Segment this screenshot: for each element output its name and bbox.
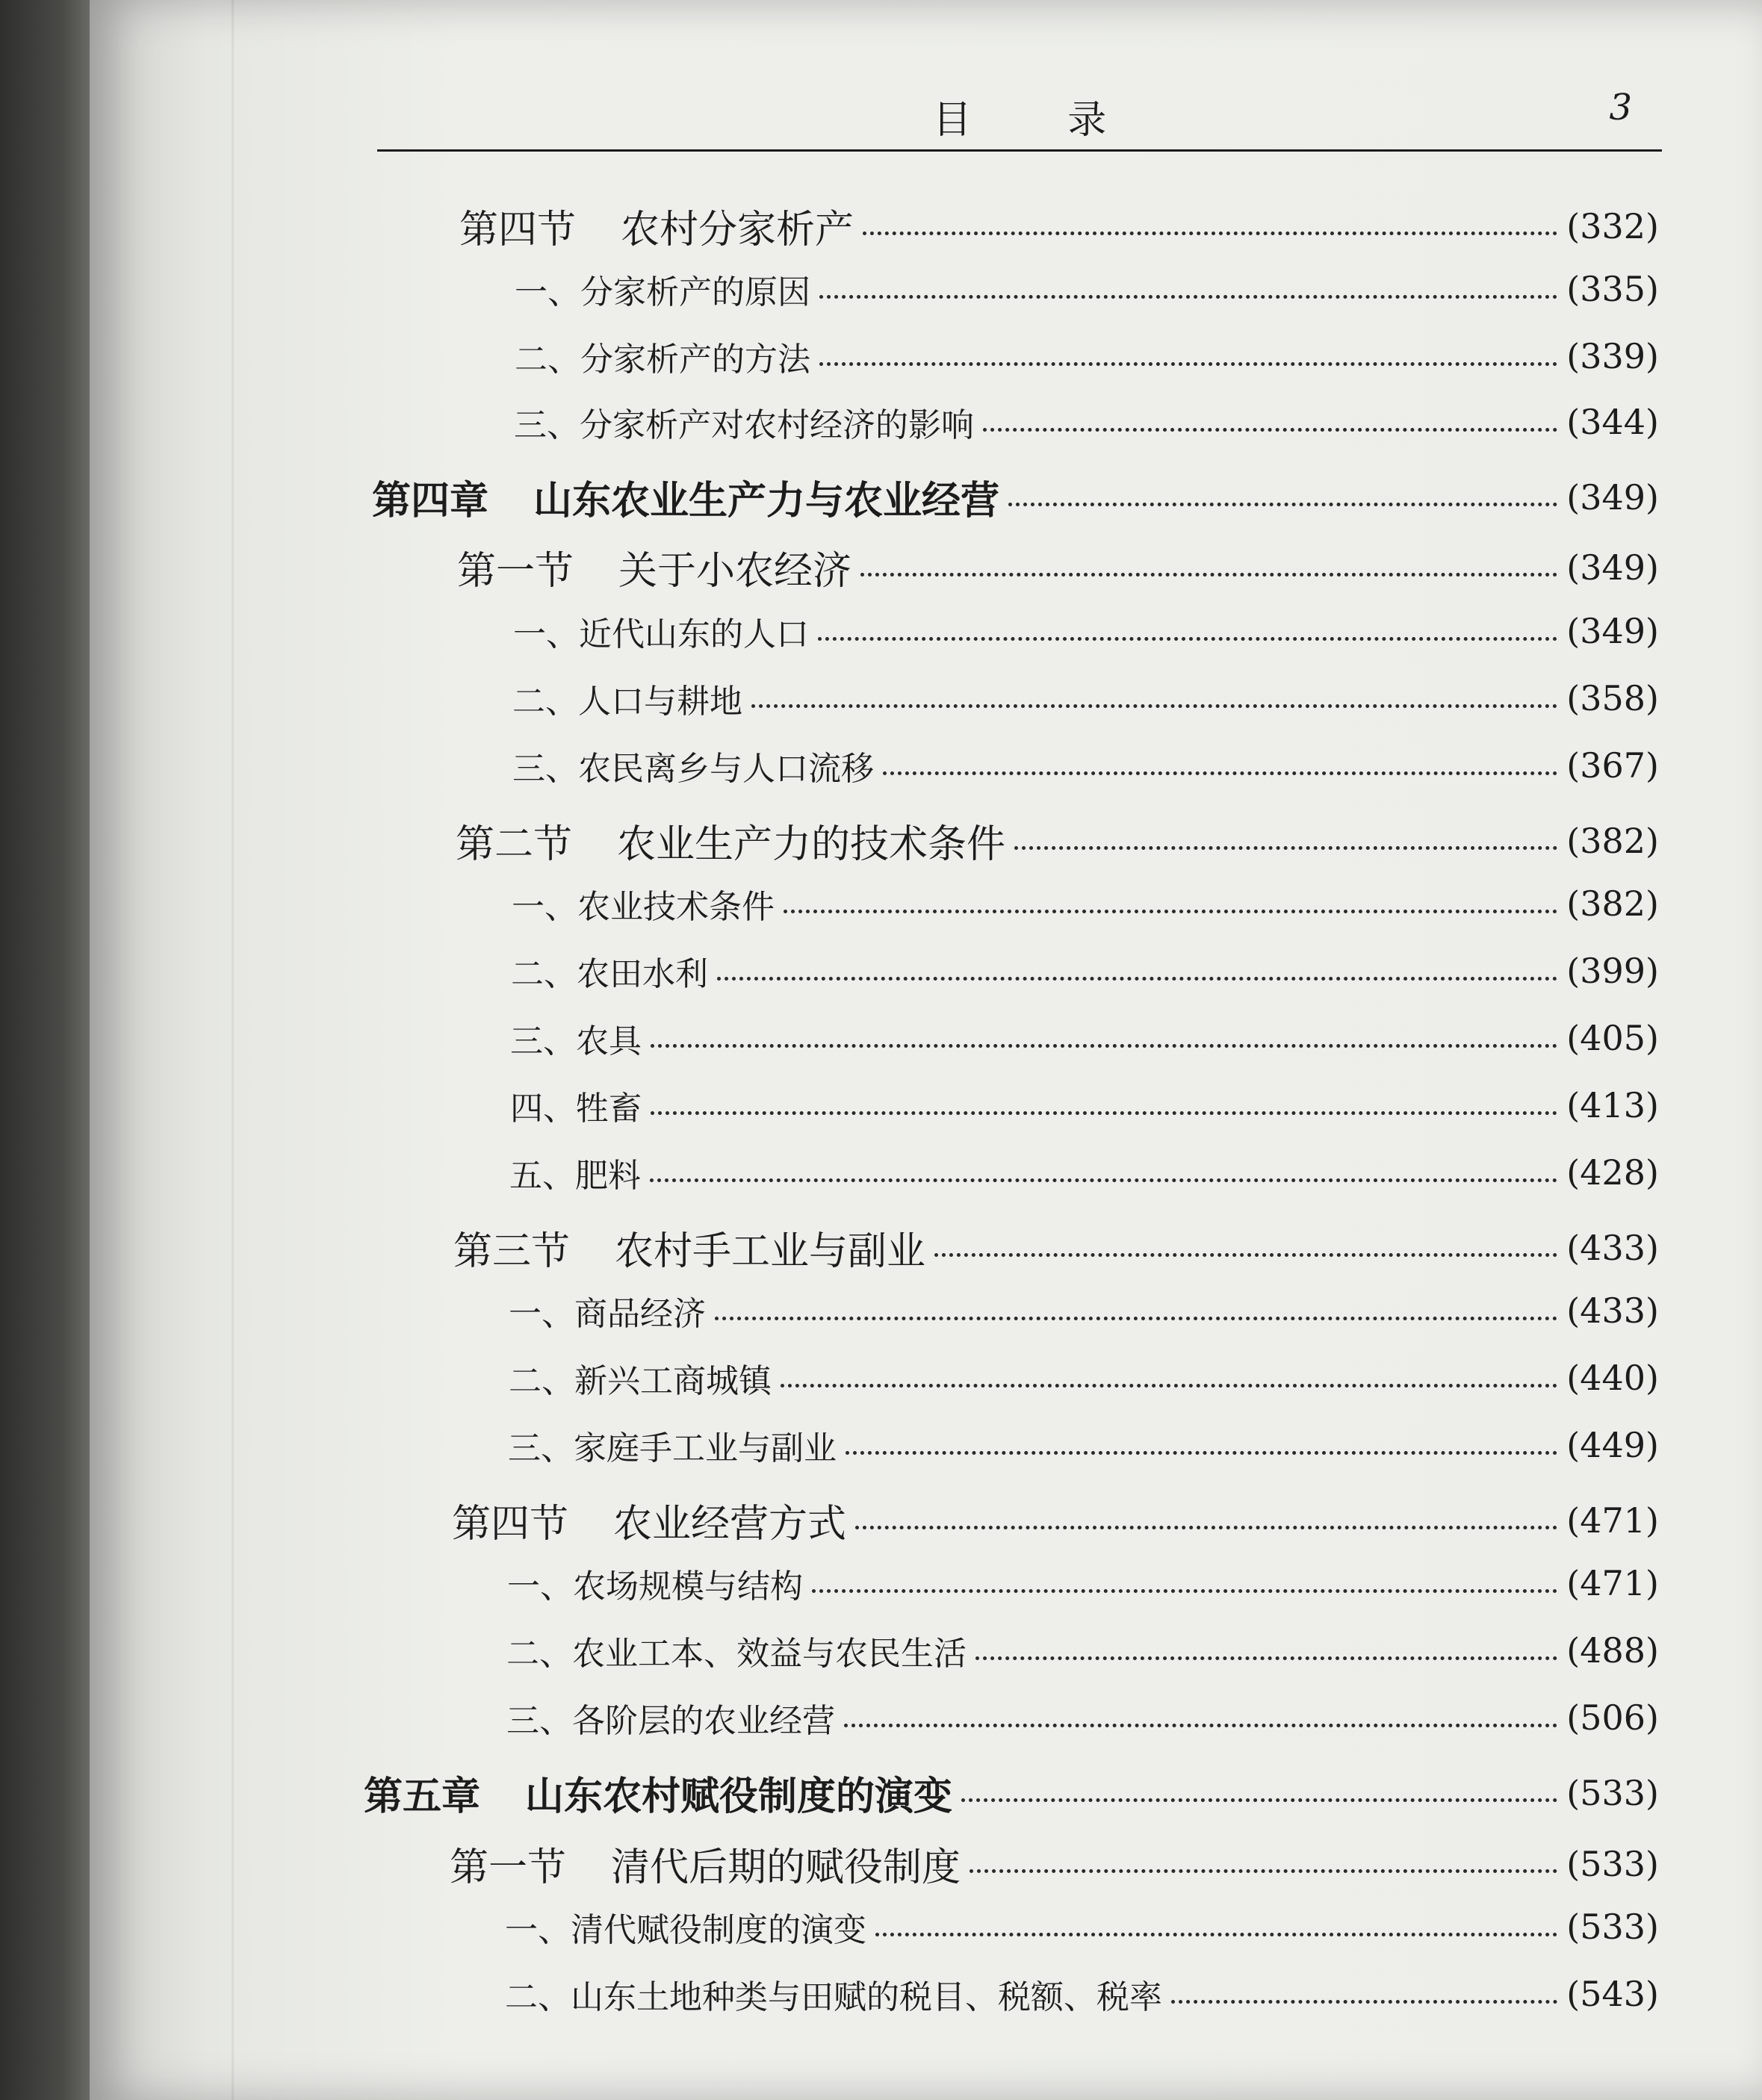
toc-entry-title	[514, 398, 974, 446]
toc-entry-item	[515, 332, 1659, 380]
toc-entry-title	[453, 1220, 925, 1276]
toc-entry-page: (428)	[1566, 1152, 1659, 1193]
toc-entry-number: 第一节	[457, 549, 574, 594]
toc-entry-page: (382)	[1566, 820, 1659, 861]
toc-entry-chapter	[364, 1765, 1659, 1821]
table-of-contents	[90, 0, 1762, 2100]
toc-entry-page: (533)	[1566, 1772, 1659, 1813]
toc-entry-item	[510, 1014, 1659, 1062]
toc-entry-page: (367)	[1566, 745, 1659, 786]
dot-leader	[1014, 846, 1557, 850]
toc-entry-title	[456, 813, 1005, 869]
dot-leader	[846, 1451, 1557, 1455]
toc-entry-title	[372, 469, 999, 525]
toc-entry-item	[509, 1354, 1659, 1402]
toc-entry-title	[364, 1765, 952, 1821]
toc-entry-title	[512, 742, 874, 789]
toc-entry-item	[512, 674, 1659, 722]
toc-entry-title	[515, 332, 810, 380]
toc-entry-section	[450, 1836, 1659, 1892]
toc-entry-page: (358)	[1566, 678, 1659, 718]
toc-entry-text: 农业生产力的技术条件	[617, 822, 1006, 867]
toc-entry-text: 四、牲畜	[510, 1090, 642, 1128]
toc-entry-page: (344)	[1566, 402, 1659, 442]
toc-entry-number: 第二节	[456, 822, 573, 867]
toc-entry-text: 三、农民离乡与人口流移	[512, 750, 874, 788]
dot-leader	[781, 1384, 1557, 1388]
toc-entry-number: 第一节	[450, 1845, 567, 1890]
toc-entry-title	[511, 947, 708, 995]
toc-entry-page: (471)	[1566, 1500, 1659, 1541]
toc-entry-chapter	[372, 469, 1659, 525]
toc-entry-page: (382)	[1566, 883, 1659, 924]
toc-entry-text: 山东农业生产力与农业经营	[533, 479, 1000, 524]
toc-entry-title	[457, 539, 851, 595]
dot-leader	[863, 232, 1557, 235]
toc-entry-text: 一、农业技术条件	[512, 888, 775, 926]
toc-entry-number: 第五章	[364, 1774, 481, 1819]
toc-entry-page: (339)	[1566, 336, 1659, 376]
toc-entry-section	[457, 539, 1659, 595]
toc-entry-section	[453, 1220, 1659, 1276]
dot-leader	[784, 910, 1557, 913]
toc-entry-title	[505, 1903, 866, 1951]
toc-entry-page: (533)	[1566, 1907, 1659, 1947]
toc-entry-title	[510, 1014, 642, 1062]
dot-leader	[717, 977, 1557, 981]
book-spine-shadow	[0, 0, 105, 2100]
toc-entry-page: (413)	[1566, 1085, 1659, 1125]
dot-leader	[819, 362, 1557, 366]
toc-entry-page: (405)	[1566, 1018, 1659, 1058]
toc-entry-text: 一、清代赋役制度的演变	[505, 1911, 866, 1949]
dot-leader	[934, 1253, 1557, 1257]
toc-entry-page: (349)	[1566, 611, 1659, 651]
toc-entry-title	[513, 607, 809, 655]
page-title: 目 录	[932, 98, 1149, 143]
dot-leader	[812, 1589, 1557, 1593]
toc-entry-title	[512, 880, 775, 928]
dot-leader	[650, 1178, 1557, 1182]
toc-entry-item	[506, 1694, 1659, 1742]
dot-leader	[715, 1317, 1557, 1320]
toc-entry-title	[452, 1492, 846, 1548]
dot-leader	[983, 428, 1557, 432]
toc-entry-page: (449)	[1566, 1425, 1659, 1465]
dot-leader	[860, 573, 1557, 577]
dot-leader	[1171, 2000, 1557, 2004]
dot-leader	[651, 1044, 1557, 1048]
toc-entry-page: (533)	[1566, 1843, 1659, 1884]
toc-entry-text: 清代后期的赋役制度	[611, 1845, 961, 1890]
toc-entry-section	[456, 813, 1659, 869]
toc-entry-page: (488)	[1566, 1630, 1659, 1671]
toc-entry-title	[508, 1421, 837, 1469]
toc-entry-title	[509, 1287, 706, 1335]
dot-leader	[844, 1724, 1557, 1727]
dot-leader	[1008, 503, 1557, 506]
toc-entry-text: 农村分家析产	[621, 208, 854, 252]
toc-entry-item	[509, 1287, 1659, 1335]
toc-entry-text: 三、家庭手工业与副业	[508, 1429, 837, 1467]
toc-entry-title	[506, 1694, 835, 1742]
toc-entry-text: 关于小农经济	[618, 549, 852, 594]
dot-leader	[651, 1111, 1557, 1115]
dot-leader	[855, 1526, 1557, 1529]
toc-entry-page: (349)	[1566, 547, 1659, 588]
toc-entry-page: (471)	[1566, 1563, 1659, 1603]
toc-entry-text: 二、山东土地种类与田赋的税目、税额、税率	[505, 1978, 1162, 2016]
toc-entry-item	[512, 742, 1659, 789]
toc-entry-title	[510, 1081, 642, 1129]
toc-entry-number: 第四节	[459, 208, 577, 252]
dot-leader	[751, 704, 1557, 708]
toc-entry-title	[515, 265, 810, 313]
toc-entry-section	[452, 1492, 1659, 1548]
toc-entry-page: (335)	[1566, 269, 1659, 309]
toc-entry-number: 第四章	[372, 479, 489, 524]
toc-entry-title	[450, 1836, 961, 1892]
toc-entry-page: (433)	[1566, 1227, 1659, 1268]
toc-entry-text: 二、新兴工商城镇	[509, 1362, 772, 1400]
toc-entry-text: 农村手工业与副业	[615, 1229, 926, 1274]
toc-entry-text: 一、近代山东的人口	[513, 615, 809, 653]
toc-entry-item	[514, 398, 1659, 446]
toc-entry-text: 五、肥料	[509, 1157, 641, 1195]
dot-leader	[883, 771, 1557, 775]
toc-entry-title	[509, 1354, 772, 1402]
toc-entry-text: 二、农业工本、效益与农民生活	[506, 1635, 967, 1673]
toc-entry-item	[515, 265, 1659, 313]
toc-entry-text: 三、各阶层的农业经营	[506, 1702, 835, 1740]
toc-entry-title	[506, 1627, 967, 1674]
toc-entry-item	[507, 1559, 1659, 1607]
toc-entry-item	[509, 1149, 1659, 1196]
book-page	[90, 0, 1762, 2100]
toc-entry-text: 一、农场规模与结构	[507, 1568, 803, 1606]
toc-entry-page: (332)	[1566, 205, 1659, 246]
toc-entry-section	[459, 198, 1659, 254]
toc-entry-item	[512, 880, 1659, 928]
dot-leader	[970, 1869, 1557, 1873]
toc-entry-item	[505, 1903, 1659, 1951]
toc-entry-text: 三、分家析产对农村经济的影响	[514, 406, 974, 444]
toc-entry-item	[506, 1627, 1659, 1674]
toc-entry-item	[508, 1421, 1659, 1469]
toc-entry-title	[505, 1970, 1162, 2018]
page-number: 3	[1609, 87, 1632, 128]
toc-entry-title	[512, 674, 742, 722]
toc-entry-text: 一、商品经济	[509, 1295, 706, 1333]
toc-entry-title	[459, 198, 854, 254]
toc-entry-item	[505, 1970, 1659, 2018]
dot-leader	[961, 1798, 1557, 1802]
toc-entry-item	[513, 607, 1659, 655]
toc-entry-text: 山东农村赋役制度的演变	[525, 1774, 953, 1819]
dot-leader	[819, 295, 1557, 299]
toc-entry-number: 第三节	[453, 1229, 571, 1274]
toc-entry-page: (506)	[1566, 1697, 1659, 1738]
toc-entry-page: (543)	[1566, 1974, 1659, 2014]
toc-entry-text: 农业经营方式	[613, 1502, 847, 1547]
toc-entry-title	[509, 1149, 641, 1196]
toc-entry-item	[511, 947, 1659, 995]
toc-entry-text: 二、分家析产的方法	[515, 341, 810, 379]
dot-leader	[975, 1656, 1557, 1660]
toc-entry-number: 第四节	[452, 1502, 569, 1547]
toc-entry-text: 二、农田水利	[511, 955, 708, 993]
dot-leader	[818, 637, 1557, 641]
dot-leader	[875, 1933, 1557, 1936]
toc-entry-text: 三、农具	[510, 1022, 642, 1060]
toc-entry-item	[510, 1081, 1659, 1129]
toc-entry-page: (433)	[1566, 1290, 1659, 1331]
toc-entry-page: (440)	[1566, 1358, 1659, 1398]
toc-entry-page: (349)	[1566, 476, 1659, 518]
toc-entry-title	[507, 1559, 803, 1607]
toc-entry-text: 二、人口与耕地	[512, 683, 742, 721]
toc-entry-page: (399)	[1566, 951, 1659, 991]
toc-entry-text: 一、分家析产的原因	[515, 273, 810, 311]
